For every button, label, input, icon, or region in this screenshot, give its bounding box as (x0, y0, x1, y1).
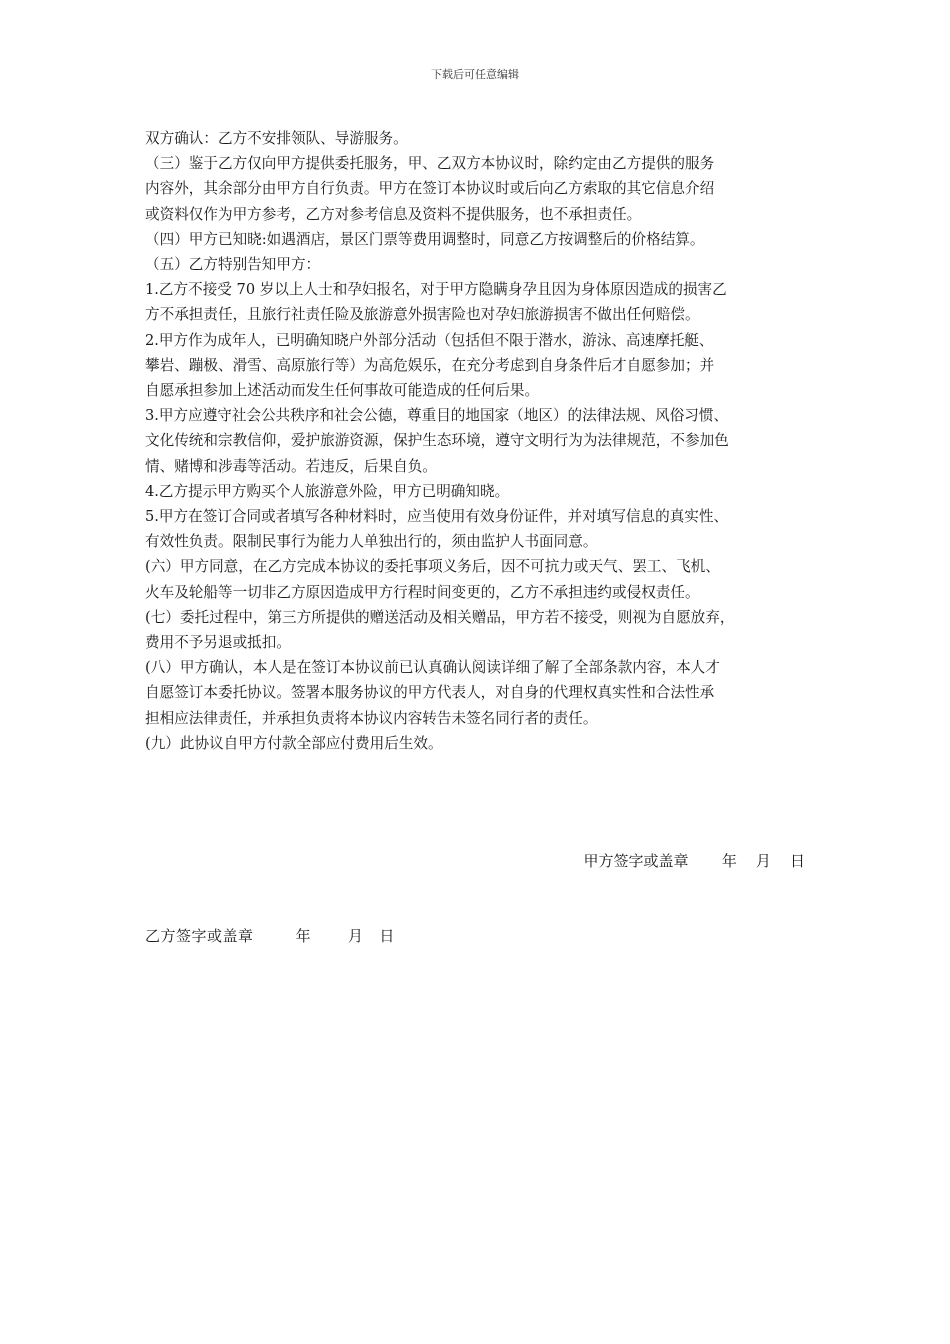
text-line: 方不承担责任，且旅行社责任险及旅游意外损害险也对孕妇旅游损害不做出任何赔偿。 (145, 306, 700, 324)
text-line: 攀岩、蹦极、滑雪、高原旅行等）为高危娱乐，在充分考虑到自身条件后才自愿参加；并 (145, 356, 715, 374)
text-line: 内容外，其余部分由甲方自行负责。甲方在签订本协议时或后向乙方索取的其它信息介绍 (145, 180, 715, 198)
text-line: 情、赌博和涉毒等活动。若违反，后果自负。 (145, 457, 437, 475)
text-line: 4.乙方提示甲方购买个人旅游意外险，甲方已明确知晓。 (145, 482, 510, 500)
text-line: 自愿承担参加上述活动而发生任何事故可能造成的任何后果。 (145, 382, 540, 400)
party-b-signature-line: 乙方签字或盖章 年 月 日 (145, 927, 395, 945)
text-line: 双方确认：乙方不安排领队、导游服务。 (145, 130, 408, 147)
text-line: 费用不予另退或抵扣。 (145, 634, 291, 652)
text-line: 自愿签订本委托协议。签署本服务协议的甲方代表人，对自身的代理权真实性和合法性承 (145, 684, 715, 702)
text-line: 文化传统和宗教信仰，爱护旅游资源，保护生态环境，遵守文明行为为法律规范，不参加色 (145, 432, 729, 450)
text-line: (七）委托过程中，第三方所提供的赠送活动及相关赠品，甲方若不接受，则视为自愿放弃， (145, 608, 735, 626)
party-a-signature-line: 甲方签字或盖章 年 月 日 (583, 852, 805, 870)
text-line: 担相应法律责任，并承担负责将本协议内容转告未签名同行者的责任。 (145, 709, 598, 727)
text-line: 或资料仅作为甲方参考，乙方对参考信息及资料不提供服务，也不承担责任。 (145, 205, 642, 223)
text-line: (六）甲方同意，在乙方完成本协议的委托事项义务后，因不可抗力或天气、罢工、飞机、 (145, 558, 720, 576)
text-line: 3.甲方应遵守社会公共秩序和社会公德，尊重目的地国家（地区）的法律法规、风俗习惯、 (145, 407, 729, 425)
text-line: 5.甲方在签订合同或者填写各种材料时，应当使用有效身份证件，并对填写信息的真实性、 (145, 508, 729, 526)
text-line: 火车及轮船等一切非乙方原因造成甲方行程时间变更的，乙方不承担违约或侵权责任。 (145, 583, 700, 601)
text-line: (八）甲方确认，本人是在签订本协议前已认真确认阅读详细了解了全部条款内容，本人才 (145, 659, 720, 677)
text-line: 2.甲方作为成年人，已明确知晓户外部分活动（包括但不限于潜水，游泳、高速摩托艇、 (145, 331, 714, 349)
page-header-note: 下载后可任意编辑 (431, 68, 519, 81)
text-line: （五）乙方特别告知甲方： (145, 256, 321, 274)
text-line: 1.乙方不接受 70 岁以上人士和孕妇报名，对于甲方隐瞒身孕且因为身体原因造成的损害乙 (145, 281, 727, 299)
text-line: 有效性负责。限制民事行为能力人单独出行的，须由监护人书面同意。 (145, 533, 598, 551)
text-line: (九）此协议自甲方付款全部应付费用后生效。 (145, 734, 443, 752)
text-line: （四）甲方已知晓:如遇酒店，景区门票等费用调整时，同意乙方按调整后的价格结算。 (145, 230, 705, 248)
text-line: （三）鉴于乙方仅向甲方提供委托服务，甲、乙双方本协议时，除约定由乙方提供的服务 (145, 155, 715, 173)
agreement-body (145, 126, 813, 756)
